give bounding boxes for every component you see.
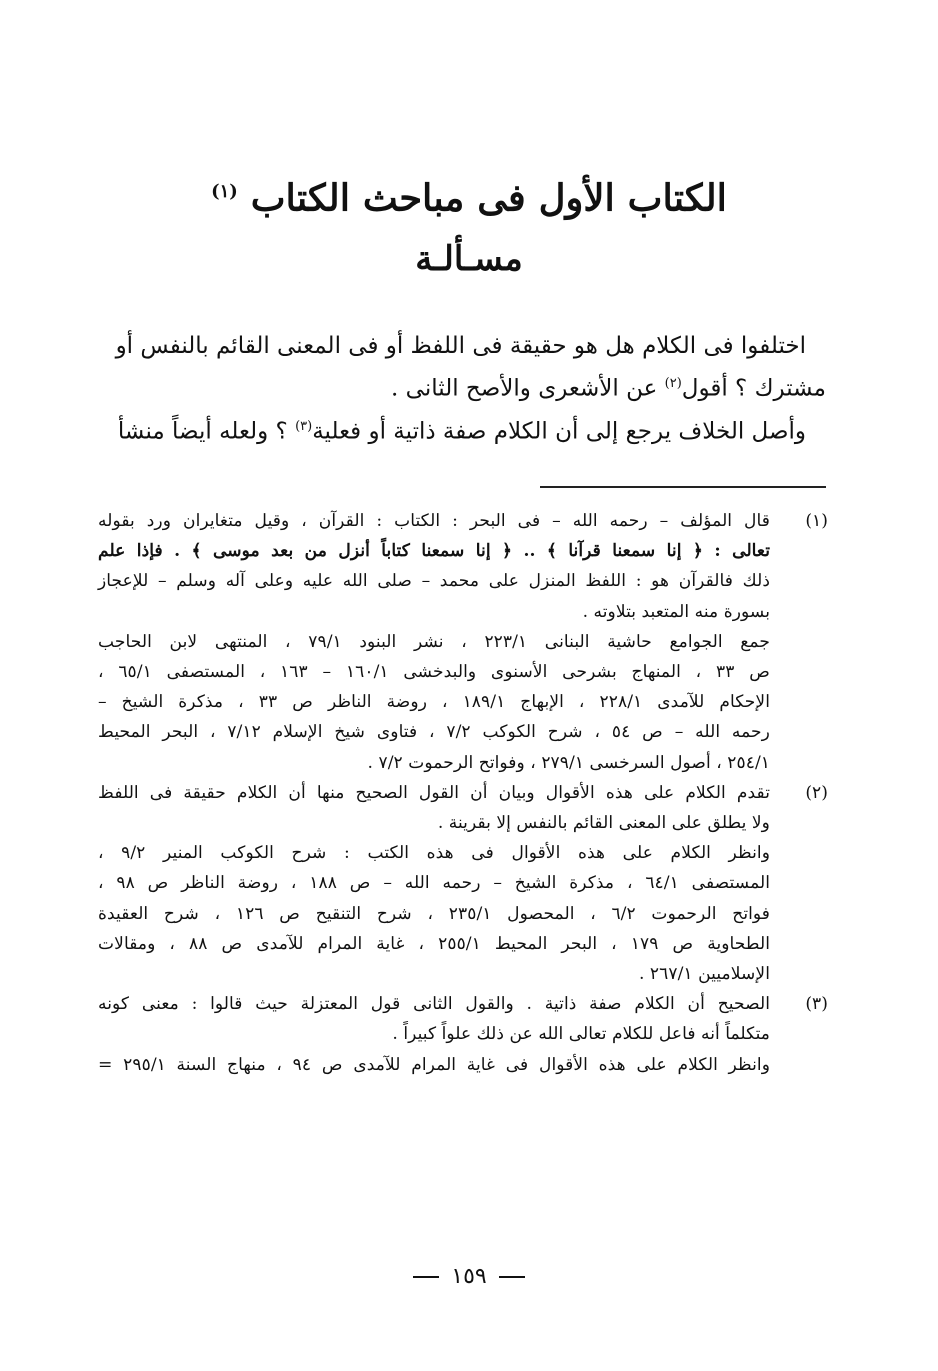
footnote-line: الإحكام للآمدى ٢٢٨/١ ، الإبهاج ١٨٩/١ ، روضة الناظر ص ٣٣ ، مذكرة الشيخ –	[98, 692, 770, 713]
main-text-line	[117, 408, 826, 451]
main-text-line	[136, 365, 826, 408]
page-number: ١٥٩	[451, 1264, 487, 1289]
footnote-line: ذلك فالقرآن هو : اللفظ المنزل على محمد – صلى الله عليه وعلى آله وسلم – للإعجاز	[98, 571, 770, 592]
chapter-title-footnote-ref: (١)	[211, 181, 238, 202]
footnote-line: بسورة منه المتعبد بتلاوته .	[582, 601, 770, 622]
footnote-line: ص ٣٣ ، المنهاج بشرحى الأسنوى والبدخشى ١٦٠/١ – ١٦٣ ، المستصفى ٦٥/١ ،	[98, 662, 770, 683]
footnote-line: الصحيح أن الكلام صفة ذاتية . والقول الثانى قول المعتزلة حيث قالوا : معنى كونه	[98, 994, 770, 1015]
footnote-line: ولا يطلق على المعنى القائم بالنفس إلا بقرينة .	[437, 813, 770, 834]
footnote-line: فواتح الرحموت ٦/٢ ، المحصول ٢٣٥/١ ، شرح التنقيح ص ١٢٦ ، شرح العقيدة	[98, 903, 770, 924]
footnote-line: جمع الجوامع حاشية البنانى ٢٢٣/١ ، نشر البنود ٧٩/١ ، المنتهى لابن الحاجب	[98, 631, 770, 652]
footnote-1	[98, 506, 828, 778]
footnotes	[98, 506, 828, 1080]
main-text-fragment: عن الأشعرى والأصح الثانى .	[391, 375, 665, 402]
main-text-fragment: ؟ ولعله أيضاً منشأ	[117, 418, 296, 445]
footnote-line: وانظر الكلام على هذه الأقوال فى هذه الكتب : شرح الكوكب المنير ٩/٢ ،	[98, 843, 770, 864]
footnote-ref-2: (٢)	[664, 376, 682, 391]
footnote-separator	[540, 486, 826, 488]
footnote-line: الطحاوية ص ١٧٩ ، البحر المحيط ٢٥٥/١ ، غاية المرام للآمدى ص ٨٨ ، ومقالات	[98, 933, 770, 954]
footnote-line: تقدم الكلام على هذه الأقوال وبيان أن القول الصحيح منها أن الكلام حقيقة فى اللفظ	[98, 782, 770, 803]
footnote-line: متكلماً أنه فاعل للكلام تعالى الله عن ذلك علواً كبيراً .	[392, 1024, 770, 1045]
footnote-2	[98, 778, 828, 989]
footnote-3	[98, 989, 828, 1080]
footnote-number: (١)	[805, 511, 828, 531]
folio-dash-left	[413, 1276, 439, 1278]
page-number-footer	[0, 1262, 938, 1292]
footnote-line: تعالى : ﴿ إنا سمعنا قرآنا ﴾ .. ﴿ إنا سمعنا كتاباً أنزل من بعد موسى ﴾ . فإذا علم	[98, 541, 770, 562]
footnote-number: (٢)	[805, 782, 828, 803]
chapter-title-text: الكتاب الأول فى مباحث الكتاب	[250, 175, 727, 220]
folio-dash-right	[499, 1276, 525, 1278]
footnote-ref-3: (٣)	[295, 418, 313, 434]
footnote-line: المستصفى ٦٤/١ ، مذكرة الشيخ – رحمه الله – ص ١٨٨ ، روضة الناظر ص ٩٨ ،	[98, 873, 771, 894]
footnote-line: وانظر الكلام على هذه الأقوال فى غاية المرام للآمدى ص ٩٤ ، منهاج السنة ٢٩٥/١ =	[98, 1054, 770, 1075]
main-text	[115, 328, 826, 450]
footnote-number: (٣)	[805, 994, 828, 1015]
main-text-line: اختلفوا فى الكلام هل هو حقيقة فى اللفظ أو فى المعنى القائم بالنفس أو	[115, 333, 806, 359]
main-text-fragment: مشترك ؟ أقول	[681, 375, 826, 402]
footnote-line: رحمه الله – ص ٥٤ ، شرح الكوكب ٧/٢ ، فتاوى شيخ الإسلام ٧/١٢ ، البحر المحيط	[98, 722, 770, 743]
footnote-line: ٢٥٤/١ ، أصول السرخسى ٢٧٩/١ ، وفواتح الرحموت ٧/٢ .	[367, 752, 770, 773]
footnote-line: قال المؤلف – رحمه الله – فى البحر : الكتاب : القرآن ، وقيل متغايران ورد بقوله	[98, 511, 770, 531]
main-text-fragment: وأصل الخلاف يرجع إلى أن الكلام صفة ذاتية أو فعلية	[312, 418, 806, 445]
footnote-line: الإسلاميين ٢٦٧/١ .	[638, 964, 770, 985]
chapter-title	[0, 168, 938, 221]
section-heading: مسـألـة	[415, 239, 523, 279]
